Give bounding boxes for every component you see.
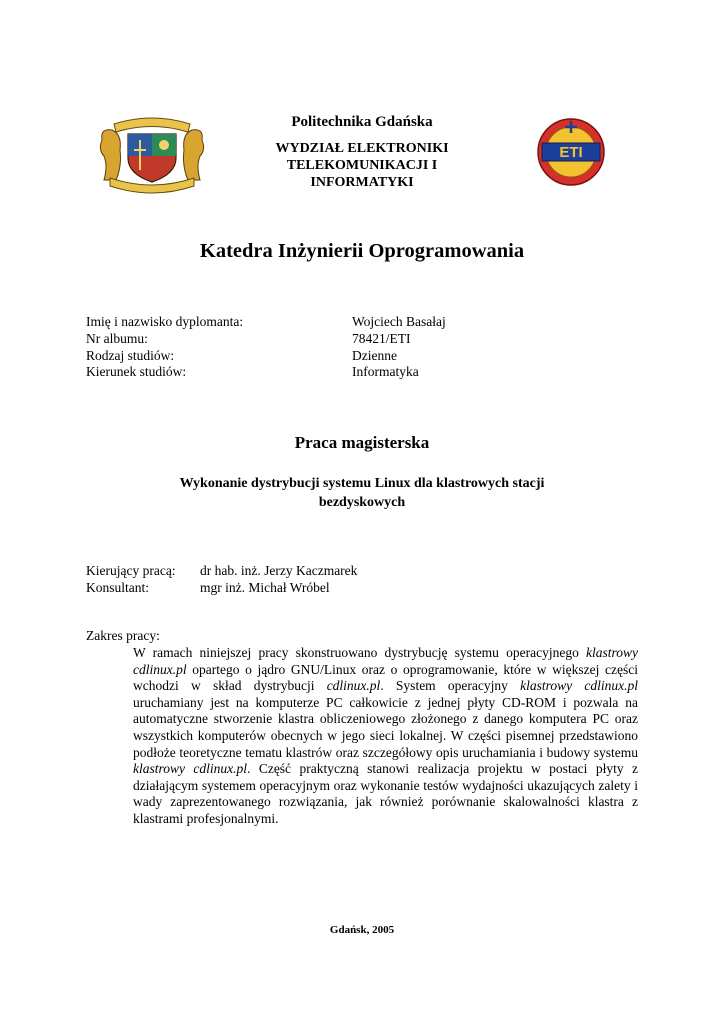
faculty-line-1: WYDZIAŁ ELEKTRONIKI: [275, 141, 449, 156]
university-crest-logo: [96, 110, 208, 194]
scope-italic-2: cdlinux.pl: [326, 678, 381, 694]
scope-italic-4: klastrowy cdlinux.pl: [133, 761, 248, 777]
footer-place-date: Gdańsk, 2005: [329, 924, 395, 936]
study-field-label: Kierunek studiów:: [86, 364, 187, 379]
study-field-value: Informatyka: [352, 364, 419, 379]
scope-italic-3: klastrowy cdlinux.pl: [520, 678, 638, 694]
scope-text-5: . Część praktyczną stanowi realizacja projektu w postaci płyty z działającym systemem operacyjnym oraz wykonanie testów wydajności ukazujących zalety i wady zaprezentowanego rozwiązania, jak również porównanie skalowalności klastra z klastrami profesjonalnymi.: [133, 761, 638, 826]
scope-label: Zakres pracy:: [86, 628, 160, 643]
faculty-line-3: INFORMATYKI: [310, 175, 414, 190]
scope-text-4: uruchamiany jest na komputerze PC całkowicie z jednej płyty CD-ROM i pozwala na automatyczne stworzenie klastra obliczeniowego złożonego z danego komputera PC oraz wszystkich komputerów obecnych w jego sieci lokalnej. W części pisemnej przedstawiono podłoże teoretyczne tematu klastrów oraz szczegółowy opis uruchamiania i budowy systemu: [133, 694, 638, 760]
thesis-title-line-2: bezdyskowych: [318, 495, 406, 510]
student-name-label: Imię i nazwisko dyplomanta:: [86, 314, 244, 329]
department-title: Katedra Inżynierii Oprogramowania: [199, 240, 525, 262]
thesis-title: [120, 474, 604, 512]
faculty-name: [240, 140, 484, 191]
eti-faculty-logo: [522, 117, 620, 187]
scope-description: [133, 645, 638, 828]
supervisor-value: dr hab. inż. Jerzy Kaczmarek: [200, 563, 358, 578]
faculty-line-2: TELEKOMUNIKACJI I: [286, 158, 438, 173]
student-name-value: Wojciech Basałaj: [352, 314, 446, 329]
study-type-label: Rodzaj studiów:: [86, 348, 175, 363]
scope-text-3: . System operacyjny: [380, 678, 521, 694]
consultant-label: Konsultant:: [86, 580, 149, 595]
scope-italic-1: klastrowy cdlinux.pl: [133, 645, 638, 677]
album-number-label: Nr albumu:: [86, 331, 148, 346]
thesis-title-line-1: Wykonanie dystrybucji systemu Linux dla klastrowych stacji: [179, 476, 545, 491]
study-type-value: Dzienne: [352, 348, 397, 363]
thesis-type: Praca magisterska: [294, 433, 430, 452]
supervisor-label: Kierujący pracą:: [86, 563, 176, 578]
album-number-value: 78421/ETI: [352, 331, 411, 346]
university-name: Politechnika Gdańska: [291, 114, 433, 130]
scope-text-1: W ramach niniejszej pracy skonstruowano dystrybucję systemu operacyjnego: [133, 645, 586, 660]
scope-text-2: opartego o jądro GNU/Linux oraz o oprogramowanie, które w większej części wchodzi w skład dystrybucji: [133, 661, 638, 694]
eti-logo-text: ETI: [559, 144, 583, 161]
consultant-value: mgr inż. Michał Wróbel: [200, 580, 330, 595]
